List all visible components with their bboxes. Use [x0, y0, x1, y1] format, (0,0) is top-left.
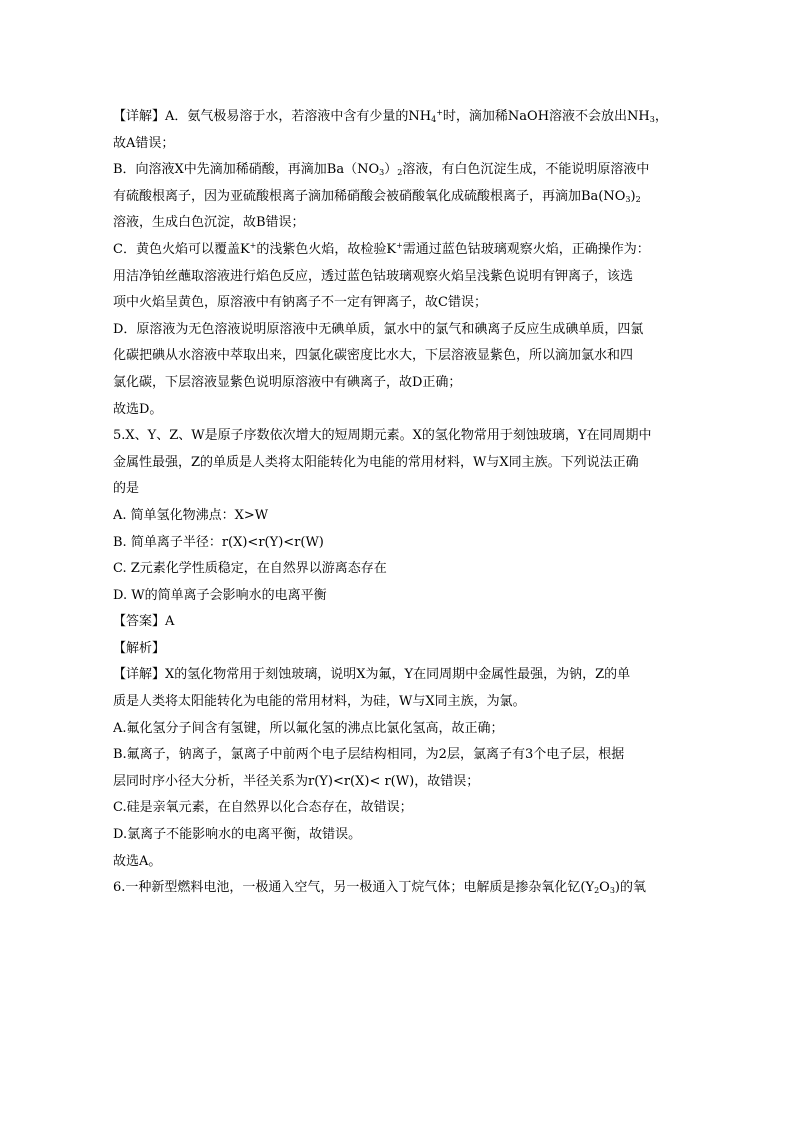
text-run: 时，滴加稀NaOH溶液不会放出NH [442, 109, 650, 124]
text-line-l07 [113, 264, 683, 291]
text-line-l02 [113, 131, 683, 158]
text-run: O [599, 880, 610, 896]
text-line-l15 [113, 476, 683, 503]
text-run: )的氧 [614, 880, 646, 896]
text-line-l13 [113, 423, 683, 450]
text-run: 质是人类将太阳能转化为电能的常用材料，为硅，W与X同主族，为氯。 [113, 694, 526, 710]
text-run: 金属性最强，Z的单质是人类将太阳能转化为电能的常用材料，W与X同主族。下列说法正确 [113, 454, 639, 470]
text-run: 溶液，有白色沉淀生成，不能说明原溶液中 [402, 162, 650, 178]
text-run: 故选A。 [113, 853, 162, 869]
text-line-l16 [113, 503, 683, 530]
text-line-l10 [113, 343, 683, 370]
subscript: 3 [625, 194, 631, 204]
text-line-l29 [113, 849, 683, 876]
text-run: B.氟离子，钠离子，氯离子中前两个电子层结构相同，为2层，氯离子有3个电子层，根据 [113, 747, 625, 763]
text-line-l12 [113, 397, 683, 424]
text-run: 5.X、Y、Z、W是原子序数依次增大的短周期元素。X的氢化物常用于刻蚀玻璃，Y在同周期中 [113, 428, 652, 444]
text-run: 项中火焰呈黄色，原溶液中有钠离子不一定有钾离子，故C错误； [113, 295, 487, 311]
text-line-l18 [113, 556, 683, 583]
text-line-l23 [113, 689, 683, 716]
text-run: 故选D。 [113, 401, 163, 417]
text-line-l14 [113, 450, 683, 477]
text-line-l05 [113, 210, 683, 237]
subscript: 3 [379, 168, 385, 178]
text-run: C．黄色火焰可以覆盖K [113, 241, 250, 257]
text-run: 化碳把碘从水溶液中萃取出来，四氯化碳密度比水大，下层溶液显紫色，所以滴加氯水和四 [113, 348, 634, 364]
text-run: 【详解】A．氨气极易溶于水，若溶液中含有少量的NH [113, 109, 432, 124]
text-run: D．原溶液为无色溶液说明原溶液中无碘单质，氯水中的氯气和碘离子反应生成碘单质，四氯 [113, 321, 644, 337]
text-line-l24 [113, 716, 683, 743]
text-line-l03 [113, 157, 683, 184]
subscript: 2 [594, 886, 600, 896]
text-run: 氯化碳，下层溶液显紫色说明原溶液中有碘离子，故D正确； [113, 374, 462, 390]
text-run: ， [654, 109, 668, 124]
text-run: A.氟化氢分子间含有氢键，所以氟化氢的沸点比氯化氢高，故正确； [113, 720, 504, 736]
text-run: ） [384, 162, 398, 178]
superscript: + [249, 240, 257, 250]
subscript: 3 [649, 115, 655, 124]
text-line-l22 [113, 662, 683, 689]
text-line-l11 [113, 370, 683, 397]
superscript: + [396, 240, 403, 250]
text-run: A. 简单氢化物沸点：X>W [113, 507, 269, 523]
text-run: 【解析】 [113, 640, 166, 656]
text-line-l28 [113, 822, 683, 849]
subscript: 3 [609, 886, 615, 896]
text-run: D.氯离子不能影响水的电离平衡，故错误。 [113, 827, 362, 843]
text-line-l19 [113, 583, 683, 610]
text-line-l04 [113, 184, 683, 211]
text-line-l27 [113, 795, 683, 822]
text-run: 【详解】X的氢化物常用于刻蚀玻璃，说明X为氟，Y在同周期中金属性最强，为钠，Z的单 [113, 667, 631, 683]
subscript: 4 [431, 115, 437, 124]
text-run: 6.一种新型燃料电池，一极通入空气，另一极通入丁烷气体；电解质是掺杂氧化钇(Y [113, 880, 595, 896]
text-run: 故A错误； [113, 135, 175, 151]
text-run: 的是 [113, 481, 140, 497]
text-run: B．向溶液X中先滴加稀硝酸，再滴加Ba（NO [113, 162, 380, 178]
subscript: 2 [635, 194, 641, 204]
text-line-l09 [113, 317, 683, 344]
text-run: D. W的简单离子会影响水的电离平衡 [113, 587, 327, 603]
text-run: C.硅是亲氧元素，在自然界以化合态存在，故错误； [113, 800, 413, 816]
superscript: + [436, 108, 443, 117]
text-run: 【答案】A [113, 614, 175, 630]
text-run: ) [630, 188, 636, 204]
text-line-l17 [113, 530, 683, 557]
text-line-l08 [113, 290, 683, 317]
text-line-l20 [113, 609, 683, 636]
text-run: 层同时序小径大分析，半径关系为r(Y)<r(X)< r(W)，故错误； [113, 773, 480, 789]
text-line-l30 [113, 875, 683, 902]
text-run: 有硫酸根离子，因为亚硫酸根离子滴加稀硝酸会被硝酸氧化成硫酸根离子，再滴加Ba(NO [113, 188, 626, 204]
text-run: B. 简单离子半径：r(X)<r(Y)<r(W) [113, 534, 324, 550]
text-run: 的浅紫色火焰，故检验K [256, 241, 397, 257]
text-line-l21 [113, 636, 683, 663]
text-line-l01 [113, 104, 683, 131]
text-run: C. Z元素化学性质稳定，在自然界以游离态存在 [113, 561, 387, 577]
text-line-l26 [113, 769, 683, 796]
text-run: 溶液，生成白色沉淀，故B错误； [113, 215, 305, 231]
subscript: 2 [397, 168, 403, 178]
document-body [113, 104, 683, 902]
text-line-l25 [113, 742, 683, 769]
text-run: 需通过蓝色钴玻璃观察火焰，正确操作为： [402, 241, 650, 257]
text-run: 用洁净铂丝蘸取溶液进行焰色反应，透过蓝色钴玻璃观察火焰呈浅紫色说明有钾离子，该选 [113, 268, 634, 284]
text-line-l06 [113, 237, 683, 264]
